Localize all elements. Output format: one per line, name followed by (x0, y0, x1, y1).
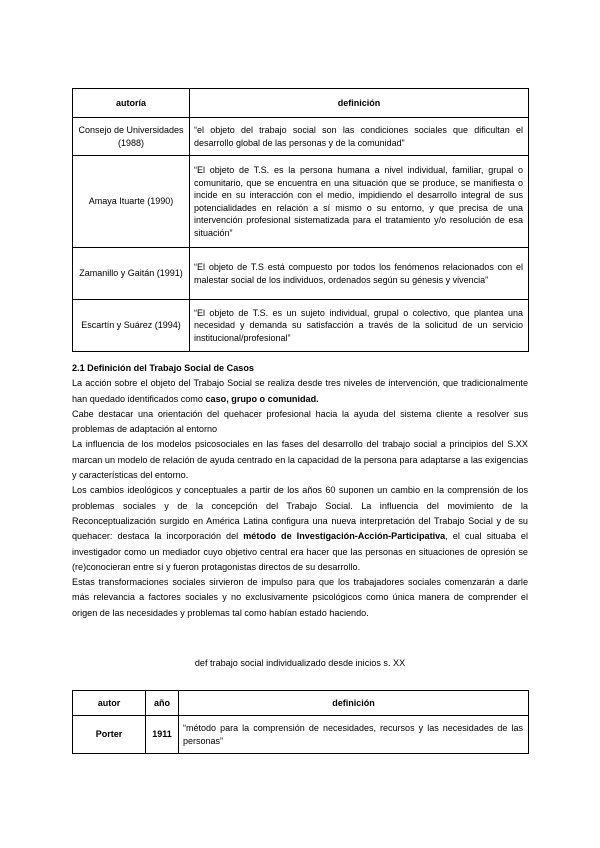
body-text (72, 361, 528, 621)
table-row (73, 300, 529, 352)
column-header-year: año (146, 691, 179, 716)
bold-phrase: método de Investigación-Acción-Participativa (243, 531, 446, 542)
section-heading: 2.1 Definición del Trabajo Social de Casos (72, 363, 254, 373)
individual-social-work-table (72, 690, 529, 754)
author-cell: Consejo de Universidades (1988) (73, 118, 190, 156)
paragraph (72, 376, 528, 407)
paragraph-text: Los cambios ideológicos y conceptuales a partir de los años 60 suponen un cambio en la comprensión de los problemas sociales y de la concepción del Trabajo Social. La influencia del movimiento de la Reconceptualización surgido en América Latina configura una nueva interpretación del Trabajo Social y de su quehacer: destaca la incorporación del (72, 485, 528, 542)
table-row (73, 156, 529, 248)
author-cell: Amaya Ituarte (1990) (73, 156, 190, 248)
year-cell: 1911 (146, 716, 179, 754)
definition-cell: “El objeto de T.S. es un sujeto individual, grupal o colectivo, que plantea una necesidad y demanda su satisfacción a través de la solicitud de un servicio institucional/profesional” (190, 300, 529, 352)
definition-cell: “El objeto de T.S. es la persona humana a nivel individual, familiar, grupal o comunitario, que se encuentra en una situación que se produce, se manifiesta o incide en su interacción con el medio, impidiendo el desarrollo integral de sus potencialidades en relación a sí mismo o su entorno, y que precisa de una intervención profesional sistematizada para el tratamiento y/o resolución de esa situación” (190, 156, 529, 248)
table-header-row (73, 691, 529, 716)
definition-cell: “El objeto de T.S está compuesto por todos los fenómenos relacionados con el malestar social de los individuos, ordenados según su génesis y vivencia” (190, 248, 529, 300)
definition-cell: “el objeto del trabajo social son las condiciones sociales que dificultan el desarrollo global de las personas y de la comunidad” (190, 118, 529, 156)
column-header-author: autor (73, 691, 146, 716)
definitions-table (72, 88, 529, 352)
paragraph: Cabe destacar una orientación del quehacer profesional hacia la ayuda del sistema cliente a resolver sus problemas de adaptación al entorno (72, 408, 528, 435)
bold-phrase: caso, grupo o comunidad. (205, 393, 319, 404)
table-row (73, 716, 529, 754)
author-cell: Zamanillo y Gaitán (1991) (73, 248, 190, 300)
paragraph (72, 483, 528, 575)
paragraph-text: , el cual situaba el investigador como un mediador cuyo objetivo central era hacer que las personas en situaciones de opresión se (re)conocieran entre sí y fueron protagonistas directos de su desarrollo. (72, 531, 528, 572)
column-header-definition: definición (179, 691, 529, 716)
column-header-authorship: autoría (73, 89, 190, 118)
paragraph: La influencia de los modelos psicosociales en las fases del desarrollo del trabajo social a principios del S.XX marcan un modelo de relación de ayuda centrado en la capacidad de la persona para adaptarse a las exigencias y características del entorno. (72, 439, 528, 481)
table-header-row (73, 89, 529, 118)
column-header-definition: definición (190, 89, 529, 118)
table-row (73, 118, 529, 156)
paragraph: Estas transformaciones sociales sirvieron de impulso para que los trabajadores sociales comenzarán a darle más relevancia a factores sociales y no exclusivamente psicológicos como única manera de comprender el origen de las necesidades y problemas tal como habían estado haciendo. (72, 577, 528, 618)
table-row (73, 248, 529, 300)
definition-cell: “método para la comprensión de necesidades, recursos y las necesidades de las personas” (179, 716, 529, 754)
table-caption: def trabajo social individualizado desde inicios s. XX (194, 658, 406, 668)
author-cell: Escartín y Suárez (1994) (73, 300, 190, 352)
paragraph-text: La acción sobre el objeto del Trabajo Social se realiza desde tres niveles de intervención, que tradicionalmente han quedado identificados como (72, 378, 528, 404)
author-cell: Porter (73, 716, 146, 754)
